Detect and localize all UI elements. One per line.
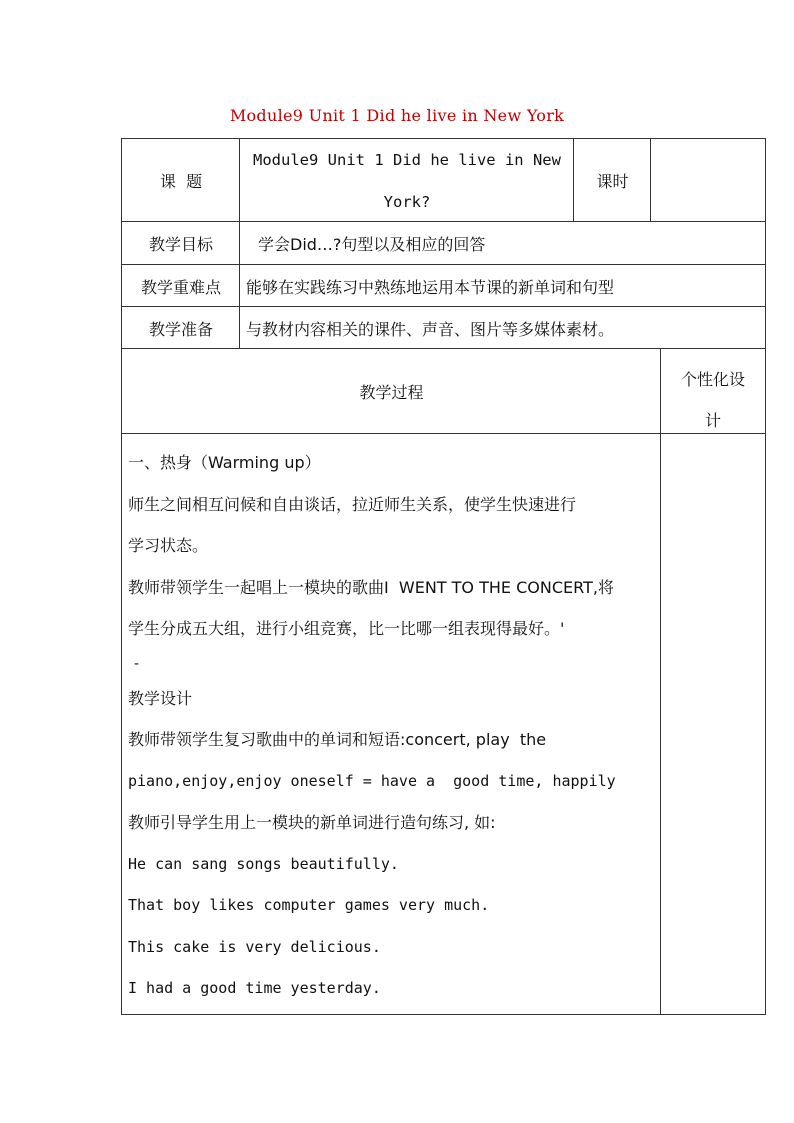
preparation-value: 与教材内容相关的课件、声音、图片等多媒体素材。 <box>246 319 615 339</box>
key-points-label-cell <box>121 264 240 307</box>
periods-label: 课时 <box>596 172 629 191</box>
content-line: That boy likes computer games very much. <box>128 896 490 914</box>
content-line: 教师带领学生一起唱上一模块的歌曲I WENT TO THE CONCERT,将 <box>128 577 614 597</box>
content-line: This cake is very delicious. <box>128 937 381 956</box>
content-line: 教学设计 <box>128 688 193 708</box>
topic-label-cell <box>121 138 240 222</box>
process-content-cell <box>121 433 661 1015</box>
content-line: 学生分成五大组，进行小组竞赛，比一比哪一组表现得最好。' <box>128 619 565 638</box>
personal-design-content-cell <box>660 433 766 1015</box>
content-line: - <box>134 655 140 672</box>
preparation-label: 教学准备 <box>148 319 213 339</box>
personal-design-line1: 个性化设 <box>680 370 745 389</box>
key-points-value: 能够在实践练习中熟练地运用本节课的新单词和句型 <box>246 277 615 297</box>
content-line: He can sang songs beautifully. <box>128 854 399 873</box>
process-label: 教学过程 <box>359 383 424 402</box>
content-line: I had a good time yesterday. <box>128 979 381 997</box>
periods-label-cell <box>573 138 651 222</box>
key-points-label: 教学重难点 <box>140 277 221 297</box>
objectives-label-cell <box>121 221 240 265</box>
content-line: 一、热身（Warming up） <box>128 453 321 472</box>
process-header-cell <box>121 348 661 434</box>
preparation-value-cell <box>239 306 766 349</box>
topic-value-line1: Module9 Unit 1 Did he live in New <box>253 150 561 169</box>
topic-value-line2: York? <box>383 192 431 211</box>
document-title: Module9 Unit 1 Did he live in New York <box>229 106 565 125</box>
content-line: 教师带领学生复习歌曲中的单词和短语:concert, play the <box>128 730 547 749</box>
topic-value-cell <box>239 138 574 222</box>
personal-design-header-cell <box>660 348 766 434</box>
objectives-value-cell <box>239 221 766 265</box>
content-line: 教师引导学生用上一模块的新单词进行造句练习, 如: <box>128 813 496 832</box>
objectives-label: 教学目标 <box>148 235 213 254</box>
personal-design-line2: 计 <box>704 411 721 430</box>
objectives-value: 学会Did…?句型以及相应的回答 <box>258 235 486 254</box>
content-line: 师生之间相互问候和自由谈话，拉近师生关系，使学生快速进行 <box>128 494 577 514</box>
preparation-label-cell <box>121 306 240 349</box>
content-line: 学习状态。 <box>128 536 209 555</box>
key-points-value-cell <box>239 264 766 307</box>
topic-label: 课 题 <box>159 172 203 191</box>
periods-value-cell <box>650 138 766 222</box>
content-line: piano,enjoy,enjoy oneself = have a good time, happily <box>128 771 616 790</box>
